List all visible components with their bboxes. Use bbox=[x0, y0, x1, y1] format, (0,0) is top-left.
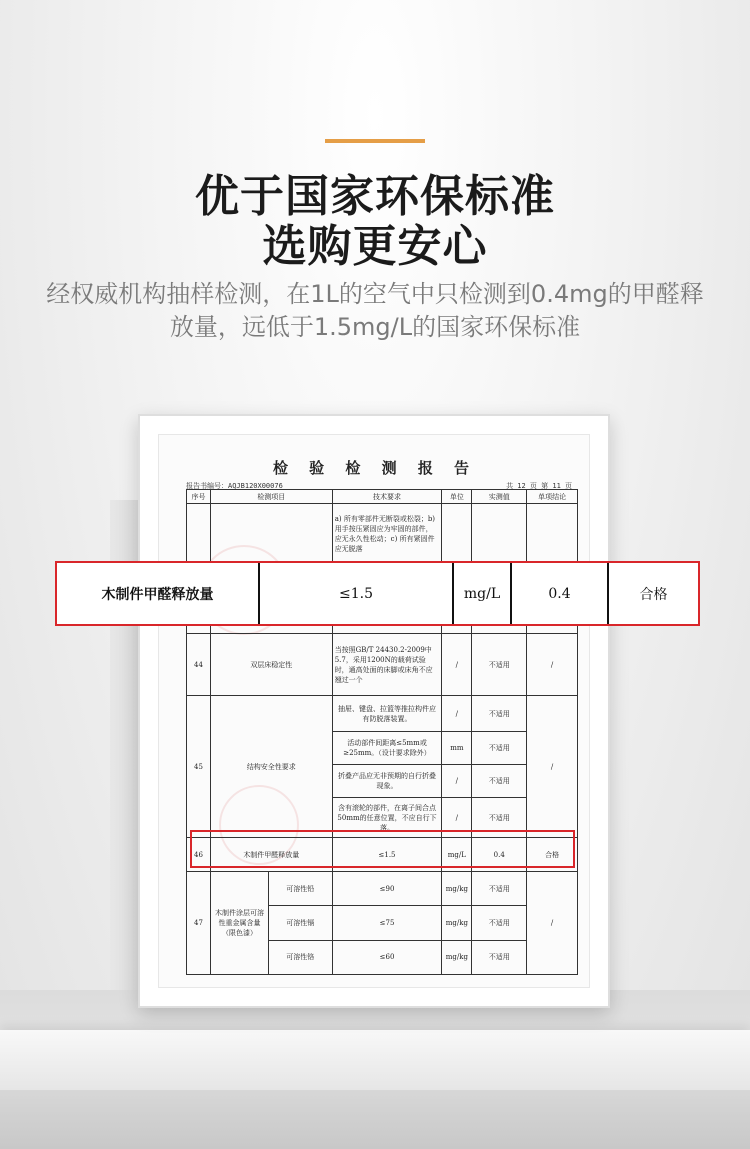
table-cell: 不适用 bbox=[472, 906, 527, 940]
table-cell: 当按照GB/T 24430.2-2009中5.7，采用1200N的载荷试验时，通高处面的床脚或床角不应翘过一个 bbox=[332, 634, 442, 696]
report-title: 检 验 检 测 报 告 bbox=[272, 459, 478, 477]
table-cell: / bbox=[527, 696, 578, 838]
table-cell bbox=[210, 872, 332, 975]
table-cell: 含有滚轮的部件，在离子间合点50mm的任意位置，不应自行下落。 bbox=[332, 798, 442, 838]
table-cell: / bbox=[442, 798, 472, 838]
table-cell: 双层床稳定性 bbox=[210, 634, 332, 696]
table-cell: 可溶性镉 bbox=[269, 906, 332, 940]
table-cell: mg/kg bbox=[442, 872, 472, 906]
table-cell: / bbox=[442, 765, 472, 798]
table-cell: 木制件涂层可溶性重金属含量（限色漆） bbox=[211, 872, 269, 974]
report-document bbox=[158, 434, 590, 988]
table-cell: 不适用 bbox=[472, 732, 527, 765]
table-cell: 可溶性铅 bbox=[269, 872, 332, 906]
zoom-requirement: ≤1.5 bbox=[260, 563, 454, 624]
table-cell: 不适用 bbox=[472, 872, 527, 906]
page-number: 共 12 页 第 11 页 bbox=[506, 482, 572, 490]
column-header: 检测项目 bbox=[210, 490, 332, 504]
table-cell: 不适用 bbox=[472, 634, 527, 696]
table-cell: 不适用 bbox=[472, 798, 527, 838]
subtitle bbox=[30, 278, 720, 344]
zoom-unit: mg/L bbox=[454, 563, 512, 624]
column-header: 单项结论 bbox=[527, 490, 578, 504]
table-cell: a) 所有零部件无断裂或松裂；b) 用手按压紧固应为牢固的部件，应无永久性松动；c) 所有紧固件应无脱落 bbox=[332, 504, 442, 634]
subtitle-line2: 放量，远低于1.5mg/L的国家环保标准 bbox=[169, 313, 581, 341]
column-header: 实测值 bbox=[472, 490, 527, 504]
zoom-item-name: 木制件甲醛释放量 bbox=[57, 563, 260, 624]
table-cell: 合格 bbox=[527, 838, 578, 872]
table-cell: 活动部件间距离≤5mm或≥25mm。（设计要求除外） bbox=[332, 732, 442, 765]
accent-line bbox=[325, 139, 425, 143]
table-row bbox=[187, 872, 578, 906]
table-cell: 不适用 bbox=[472, 696, 527, 732]
table-cell: / bbox=[442, 634, 472, 696]
table-cell: mg/kg bbox=[442, 940, 472, 974]
table-cell: / bbox=[442, 696, 472, 732]
table-cell: 46 bbox=[187, 838, 211, 872]
table-cell: 可溶性铬 bbox=[286, 953, 315, 962]
table-row bbox=[187, 634, 578, 696]
table-cell: 不适用 bbox=[472, 765, 527, 798]
table-cell: 0.4 bbox=[472, 838, 527, 872]
certificate-frame bbox=[138, 414, 610, 1008]
table-cell: 不适用 bbox=[472, 940, 527, 974]
table-cell: ≤60 bbox=[332, 940, 442, 974]
page-title-line2: 选购更安心 bbox=[262, 221, 488, 272]
column-header: 单位 bbox=[442, 490, 472, 504]
subtitle-line1: 经权威机构抽样检测，在1L的空气中只检测到0.4mg的甲醛释 bbox=[46, 280, 704, 308]
table-cell: ≤90 bbox=[332, 872, 442, 906]
zoom-value: 0.4 bbox=[512, 563, 609, 624]
table-cell: mg/L bbox=[442, 838, 472, 872]
table-cell: 折叠产品应无非预期的自行折叠现象。 bbox=[332, 765, 442, 798]
stage-front bbox=[0, 1090, 750, 1149]
highlight-box bbox=[190, 830, 575, 868]
stage-top bbox=[0, 1030, 750, 1090]
page-title: 优于国家环保标准 bbox=[195, 171, 555, 222]
zoom-result: 合格 bbox=[639, 586, 668, 603]
table-row bbox=[187, 696, 578, 732]
table-cell: 木制件甲醛释放量 bbox=[210, 838, 332, 872]
table-header-row bbox=[187, 490, 578, 504]
table-cell: mg/kg bbox=[442, 906, 472, 940]
report-number: 报告书编号：AQJB120X00076 bbox=[186, 482, 283, 490]
table-cell: 44 bbox=[187, 634, 211, 696]
table-cell: 结构安全性要求 bbox=[210, 696, 332, 838]
table-cell: / bbox=[527, 872, 578, 975]
column-header: 序号 bbox=[187, 490, 211, 504]
sub-item-list bbox=[269, 872, 332, 974]
table-cell: mm bbox=[442, 732, 472, 765]
table-cell: ≤75 bbox=[332, 906, 442, 940]
table-cell: 47 bbox=[187, 872, 211, 975]
table-cell: / bbox=[527, 634, 578, 696]
column-header: 技术要求 bbox=[332, 490, 442, 504]
table-cell: 45 bbox=[187, 696, 211, 838]
zoomed-row-callout bbox=[55, 561, 700, 626]
table-cell: 抽屉、键盘、拉篮等推拉构件应有防脱落装置。 bbox=[332, 696, 442, 732]
table-cell: ≤1.5 bbox=[332, 838, 442, 872]
